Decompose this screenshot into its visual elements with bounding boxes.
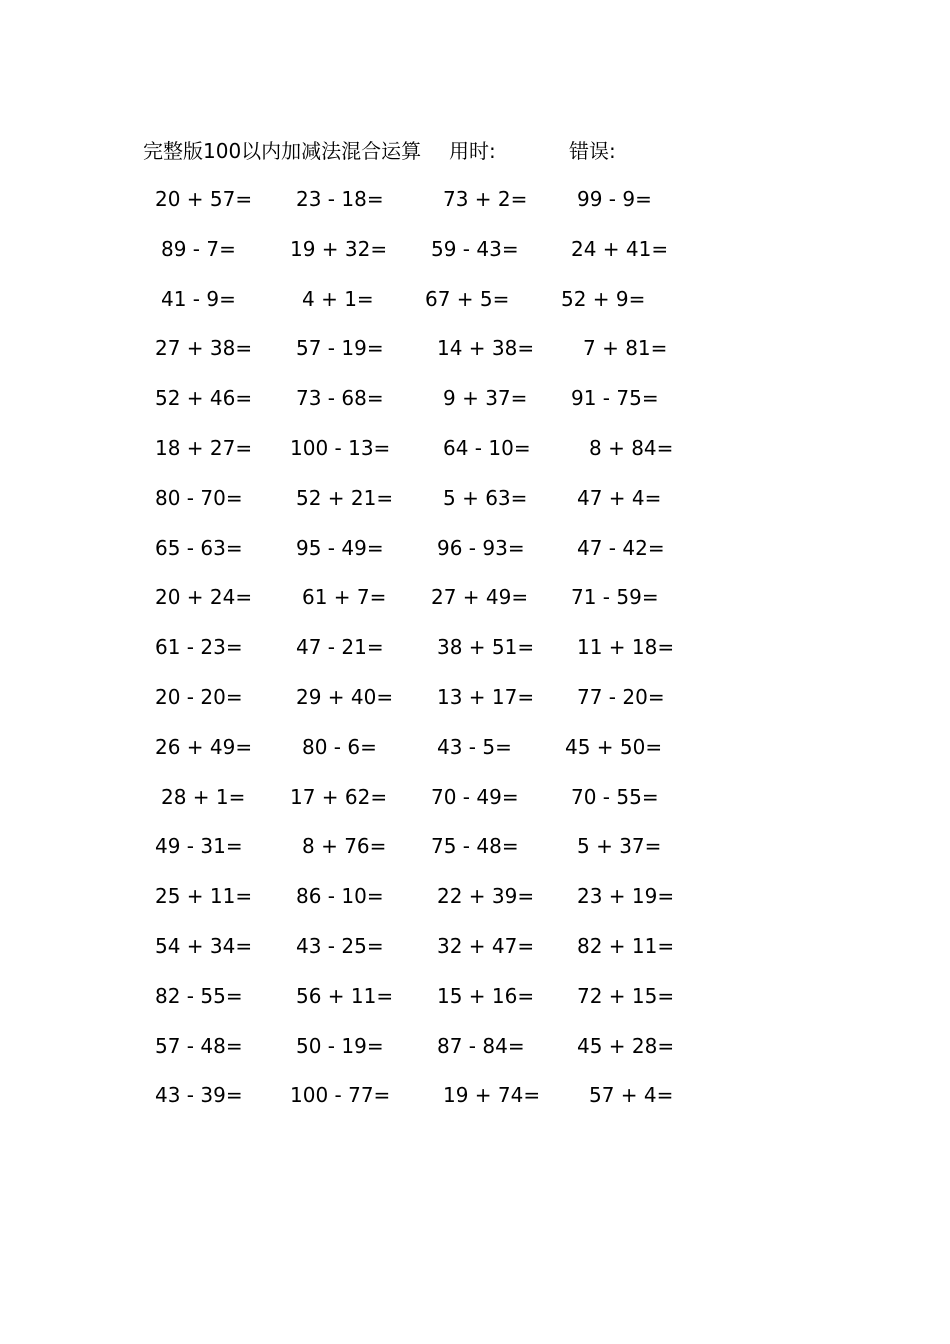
problem-item: 43 - 25= [296,934,384,958]
problem-item: 41 - 9= [161,286,236,311]
problem-row [0,433,950,463]
problem-row [0,582,950,612]
problem-item: 24 + 41= [571,236,669,261]
problem-row [0,931,950,961]
problem-row [0,981,950,1011]
problem-item: 45 + 28= [577,1033,675,1058]
problem-item: 65 - 63= [155,535,243,560]
problem-item: 38 + 51= [437,635,535,660]
problem-row [0,1080,950,1110]
problem-row [0,234,950,264]
problem-item: 5 + 63= [443,485,528,510]
problem-item: 89 - 7= [161,236,236,261]
problem-item: 70 - 49= [431,784,519,809]
problem-item: 64 - 10= [443,436,531,460]
worksheet-title: 完整版100以内加减法混合运算 [143,139,422,163]
time-label: 用时: [449,139,496,163]
problem-item: 27 + 49= [431,585,529,610]
problem-item: 49 - 31= [155,834,243,859]
problem-item: 75 - 48= [431,834,519,859]
problem-item: 70 - 55= [571,784,659,809]
problem-item: 52 + 21= [296,485,394,510]
problem-item: 25 + 11= [155,884,253,909]
problem-item: 91 - 75= [571,386,659,411]
problem-row [0,184,950,214]
problem-item: 11 + 18= [577,635,675,660]
problem-item: 77 - 20= [577,685,665,709]
problem-item: 82 + 11= [577,934,675,958]
problem-item: 13 + 17= [437,685,535,709]
problem-item: 9 + 37= [443,386,528,411]
problem-item: 4 + 1= [302,286,374,311]
problem-item: 45 + 50= [565,734,663,759]
problem-item: 57 - 48= [155,1033,243,1058]
problem-item: 17 + 62= [290,784,388,809]
problem-item: 22 + 39= [437,884,535,909]
problem-item: 14 + 38= [437,336,535,361]
problem-item: 19 + 32= [290,236,388,261]
problem-item: 100 - 13= [290,436,391,460]
problem-item: 82 - 55= [155,983,243,1008]
problem-item: 47 + 4= [577,485,662,510]
problem-item: 15 + 16= [437,983,535,1008]
problem-item: 73 + 2= [443,187,528,211]
problem-item: 52 + 46= [155,386,253,411]
problem-item: 47 - 21= [296,635,384,660]
problem-row [0,782,950,812]
problem-row [0,732,950,762]
problem-item: 20 - 20= [155,685,243,709]
problem-item: 56 + 11= [296,983,394,1008]
problem-row [0,831,950,861]
problem-item: 23 + 19= [577,884,675,909]
problem-item: 61 - 23= [155,635,243,660]
problem-row [0,682,950,712]
problem-item: 28 + 1= [161,784,246,809]
problem-item: 67 + 5= [425,286,510,311]
problem-item: 52 + 9= [561,286,646,311]
problem-item: 72 + 15= [577,983,675,1008]
problem-item: 80 - 70= [155,485,243,510]
problem-item: 20 + 57= [155,187,253,211]
problem-item: 27 + 38= [155,336,253,361]
problem-row [0,533,950,563]
error-label: 错误: [569,139,616,163]
problem-item: 86 - 10= [296,884,384,909]
problem-item: 43 - 39= [155,1083,243,1108]
problem-item: 57 + 4= [589,1083,674,1108]
problem-item: 95 - 49= [296,535,384,560]
problem-item: 47 - 42= [577,535,665,560]
problem-item: 8 + 76= [302,834,387,859]
problem-item: 50 - 19= [296,1033,384,1058]
problem-row [0,284,950,314]
problem-item: 96 - 93= [437,535,525,560]
problem-item: 19 + 74= [443,1083,541,1108]
problem-item: 18 + 27= [155,436,253,460]
problem-row [0,632,950,662]
problem-row [0,881,950,911]
problem-item: 5 + 37= [577,834,662,859]
problem-item: 87 - 84= [437,1033,525,1058]
problem-item: 32 + 47= [437,934,535,958]
problem-item: 26 + 49= [155,734,253,759]
problem-row [0,483,950,513]
problem-item: 61 + 7= [302,585,387,610]
problem-item: 23 - 18= [296,187,384,211]
problem-item: 71 - 59= [571,585,659,610]
problem-item: 99 - 9= [577,187,652,211]
problem-item: 20 + 24= [155,585,253,610]
problem-item: 8 + 84= [589,436,674,460]
problem-item: 7 + 81= [583,336,668,361]
problem-item: 54 + 34= [155,934,253,958]
problem-item: 43 - 5= [437,734,512,759]
problem-item: 59 - 43= [431,236,519,261]
problem-row [0,383,950,413]
problem-item: 73 - 68= [296,386,384,411]
problem-row [0,1031,950,1061]
problem-item: 100 - 77= [290,1083,391,1108]
problem-item: 80 - 6= [302,734,377,759]
problem-item: 29 + 40= [296,685,394,709]
problem-item: 57 - 19= [296,336,384,361]
problem-row [0,333,950,363]
